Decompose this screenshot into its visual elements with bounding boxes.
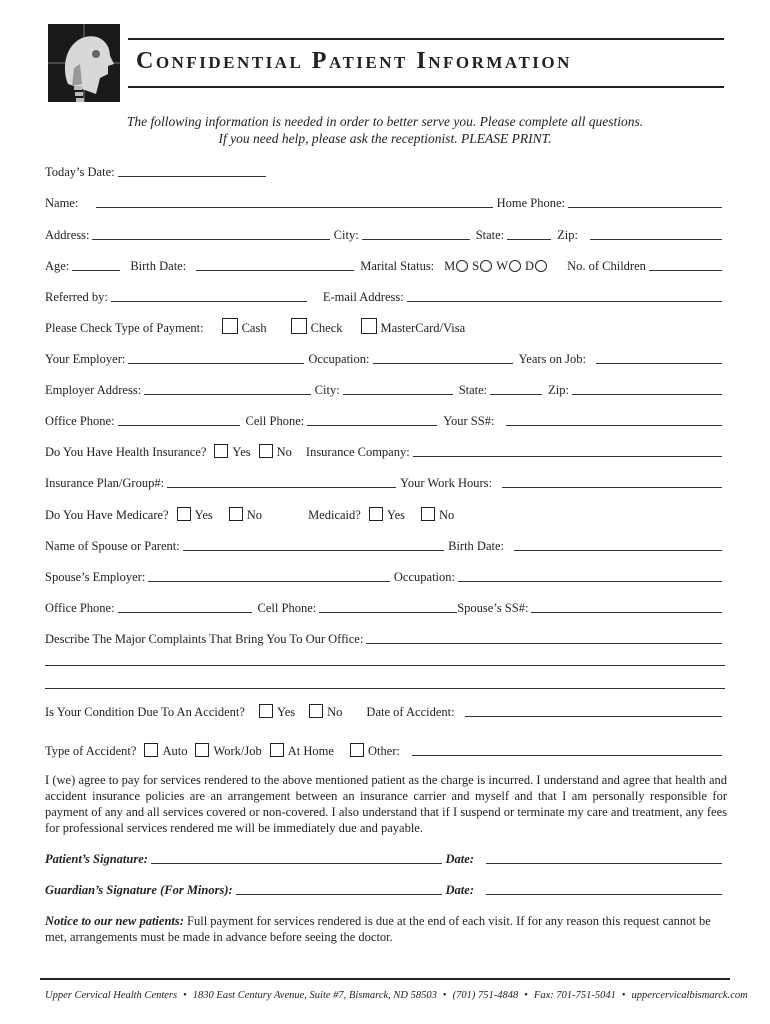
- medicare-no-checkbox[interactable]: [229, 507, 243, 521]
- years-on-job-label: Years on Job:: [518, 352, 586, 366]
- health-insurance-no-checkbox[interactable]: [259, 444, 273, 458]
- marital-s-radio[interactable]: [480, 260, 492, 272]
- spouse-phones-row: [45, 598, 722, 616]
- accident-date-label: Date of Accident:: [366, 705, 455, 719]
- marital-d-label: D: [525, 259, 535, 273]
- complaints-field-1[interactable]: [366, 631, 722, 644]
- footer-rule: [40, 978, 730, 980]
- employer-zip-label: Zip:: [548, 383, 569, 397]
- patient-signature-field[interactable]: [151, 851, 442, 864]
- payment-card-label: MasterCard/Visa: [380, 321, 466, 335]
- referred-row: [45, 287, 722, 305]
- your-ss-field[interactable]: [506, 413, 722, 426]
- health-insurance-yes-label: Yes: [232, 445, 251, 459]
- occupation-field[interactable]: [373, 351, 513, 364]
- footer: Upper Cervical Health Centers • 1830 East Century Avenue, Suite #7, Bismarck, ND 58503 • (701) 751-4848 • Fax: 701-751-5041 • uppercervicalbismarck.com: [45, 990, 748, 1001]
- your-ss-label: Your SS#:: [443, 414, 495, 428]
- footer-address: 1830 East Century Avenue, Suite #7, Bismarck, ND 58503: [192, 990, 437, 1001]
- name-field[interactable]: [96, 195, 492, 208]
- address-field[interactable]: [92, 227, 329, 240]
- spouse-employer-row: [45, 567, 722, 585]
- footer-phone: (701) 751-4848: [452, 990, 519, 1001]
- children-label: No. of Children: [567, 259, 646, 273]
- employer-state-label: State:: [458, 383, 488, 397]
- payment-cash-checkbox[interactable]: [222, 318, 238, 334]
- home-phone-label: Home Phone:: [496, 196, 565, 210]
- accident-date-field[interactable]: [465, 704, 722, 717]
- patient-date-field[interactable]: [486, 851, 722, 864]
- address-row: [45, 225, 722, 243]
- employer-address-row: [45, 380, 722, 398]
- accident-work-label: Work/Job: [213, 744, 262, 758]
- notice-lead: Notice to our new patients:: [45, 914, 184, 928]
- insurance-plan-field[interactable]: [167, 475, 396, 488]
- occupation-label: Occupation:: [308, 352, 370, 366]
- spouse-employer-label: Spouse’s Employer:: [45, 570, 146, 584]
- todays-date-label: Today’s Date:: [45, 165, 115, 179]
- spouse-birth-field[interactable]: [514, 538, 722, 551]
- guardian-signature-label: Guardian’s Signature (For Minors):: [45, 883, 233, 897]
- work-hours-label: Your Work Hours:: [400, 476, 492, 490]
- header-rule-bottom: [128, 86, 724, 88]
- medicaid-yes-checkbox[interactable]: [369, 507, 383, 521]
- accident-work-checkbox[interactable]: [195, 743, 209, 757]
- name-row: [45, 193, 722, 211]
- employer-field[interactable]: [128, 351, 304, 364]
- payment-card-checkbox[interactable]: [361, 318, 377, 334]
- name-label: Name:: [45, 196, 79, 210]
- spouse-name-row: [45, 536, 722, 554]
- medicaid-yes-label: Yes: [386, 508, 406, 522]
- complaints-label: Describe The Major Complaints That Bring You To Our Office:: [45, 632, 364, 646]
- birth-date-label: Birth Date:: [130, 259, 187, 273]
- medicare-row: [45, 505, 722, 523]
- spouse-name-label: Name of Spouse or Parent:: [45, 539, 180, 553]
- marital-s-label: S: [472, 259, 480, 273]
- medicare-label: Do You Have Medicare?: [45, 508, 169, 522]
- notice-paragraph: [45, 913, 727, 945]
- footer-fax: Fax: 701-751-5041: [533, 990, 616, 1001]
- spouse-office-phone-field[interactable]: [118, 600, 252, 613]
- patient-signature-label: Patient’s Signature:: [45, 852, 148, 866]
- referred-by-label: Referred by:: [45, 290, 108, 304]
- agreement-paragraph: I (we) agree to pay for services rendered to the above mentioned patient as the charge is incurred. I understand and agree that health and accident insurance policies are an arrangement between an insurance carrier and myself and that I am personally responsible for payment of any and all services covered or non-covered. I also understand that if I suspend or terminate my care and treatment, any fees for professional services rendered me will be immediately due and payable.: [45, 773, 727, 835]
- spouse-office-phone-label: Office Phone:: [45, 601, 115, 615]
- age-row: [45, 256, 722, 274]
- zip-field[interactable]: [590, 227, 722, 240]
- medicaid-no-checkbox[interactable]: [421, 507, 435, 521]
- complaints-row: [45, 629, 722, 647]
- medicare-yes-label: Yes: [194, 508, 213, 522]
- header-rule-top: [128, 38, 724, 40]
- marital-w-label: W: [496, 259, 509, 273]
- employer-address-label: Employer Address:: [45, 383, 142, 397]
- accident-question-label: Is Your Condition Due To An Accident?: [45, 705, 245, 719]
- spouse-cell-field[interactable]: [319, 600, 457, 613]
- email-field[interactable]: [407, 289, 722, 302]
- accident-auto-checkbox[interactable]: [144, 743, 158, 757]
- zip-label: Zip:: [557, 228, 578, 242]
- state-label: State:: [475, 228, 505, 242]
- complaints-field-3[interactable]: [45, 688, 725, 689]
- state-field[interactable]: [507, 227, 551, 240]
- cell-phone-label: Cell Phone:: [245, 414, 305, 428]
- accident-other-checkbox[interactable]: [350, 743, 364, 757]
- spouse-cell-label: Cell Phone:: [257, 601, 317, 615]
- work-hours-field[interactable]: [502, 475, 722, 488]
- accident-type-label: Type of Accident?: [45, 744, 137, 758]
- birth-date-field[interactable]: [196, 258, 354, 271]
- employer-state-field[interactable]: [490, 382, 542, 395]
- skull-xray-icon: [48, 24, 120, 102]
- footer-org: Upper Cervical Health Centers: [45, 990, 178, 1001]
- insurance-plan-label: Insurance Plan/Group#:: [45, 476, 165, 490]
- medicare-no-label: No: [246, 508, 263, 522]
- spouse-name-field[interactable]: [183, 538, 444, 551]
- intro-line-2: If you need help, please ask the receptionist. PLEASE PRINT.: [218, 131, 552, 146]
- spouse-ss-field[interactable]: [531, 600, 722, 613]
- health-insurance-yes-checkbox[interactable]: [214, 444, 228, 458]
- accident-yes-checkbox[interactable]: [259, 704, 273, 718]
- city-label: City:: [333, 228, 359, 242]
- insurance-company-label: Insurance Company:: [305, 445, 410, 459]
- marital-d-radio[interactable]: [535, 260, 547, 272]
- age-label: Age:: [45, 259, 70, 273]
- guardian-date-field[interactable]: [486, 882, 722, 895]
- age-field[interactable]: [72, 258, 120, 271]
- spouse-employer-field[interactable]: [148, 569, 390, 582]
- marital-status-label: Marital Status:: [360, 259, 435, 273]
- todays-date-row: [45, 162, 722, 180]
- home-phone-field[interactable]: [568, 195, 722, 208]
- page-title: Confidential Patient Information: [136, 48, 572, 74]
- cell-phone-field[interactable]: [307, 413, 437, 426]
- employer-address-field[interactable]: [144, 382, 311, 395]
- marital-m-radio[interactable]: [456, 260, 468, 272]
- health-insurance-no-label: No: [276, 445, 292, 459]
- employer-city-field[interactable]: [343, 382, 453, 395]
- payment-row: [45, 318, 722, 336]
- health-insurance-row: [45, 442, 722, 460]
- accident-auto-label: Auto: [162, 744, 188, 758]
- footer-web[interactable]: uppercervicalbismarck.com: [631, 990, 748, 1001]
- email-label: E-mail Address:: [322, 290, 404, 304]
- address-label: Address:: [45, 228, 90, 242]
- city-field[interactable]: [362, 227, 470, 240]
- payment-cash-label: Cash: [241, 321, 267, 335]
- employer-city-label: City:: [314, 383, 340, 397]
- patient-date-label: Date:: [445, 852, 474, 866]
- accident-other-label: Other:: [367, 744, 400, 758]
- employer-zip-field[interactable]: [572, 382, 722, 395]
- office-phone-label: Office Phone:: [45, 414, 115, 428]
- accident-no-checkbox[interactable]: [309, 704, 323, 718]
- accident-home-label: At Home: [287, 744, 334, 758]
- spouse-occupation-field[interactable]: [458, 569, 722, 582]
- accident-yes-label: Yes: [276, 705, 296, 719]
- todays-date-field[interactable]: [118, 164, 266, 177]
- medicaid-no-label: No: [439, 508, 455, 522]
- years-on-job-field[interactable]: [596, 351, 722, 364]
- employer-row: [45, 349, 722, 367]
- accident-row: [45, 702, 722, 720]
- accident-other-field[interactable]: [412, 743, 722, 756]
- referred-by-field[interactable]: [111, 289, 307, 302]
- accident-no-label: No: [327, 705, 343, 719]
- insurance-plan-row: [45, 473, 722, 491]
- health-insurance-label: Do You Have Health Insurance?: [45, 445, 207, 459]
- payment-check-label: Check: [310, 321, 343, 335]
- payment-check-checkbox[interactable]: [291, 318, 307, 334]
- spouse-birth-label: Birth Date:: [448, 539, 504, 553]
- employer-label: Your Employer:: [45, 352, 126, 366]
- guardian-date-label: Date:: [445, 883, 474, 897]
- phones-row: [45, 411, 722, 429]
- spouse-ss-label: Spouse’s SS#:: [457, 601, 529, 615]
- accident-home-checkbox[interactable]: [270, 743, 284, 757]
- marital-w-radio[interactable]: [509, 260, 521, 272]
- intro-line-1: The following information is needed in order to better serve you. Please complete all questions.: [126, 114, 644, 129]
- children-field[interactable]: [649, 258, 722, 271]
- complaints-field-2[interactable]: [45, 665, 725, 666]
- medicaid-label: Medicaid?: [308, 508, 361, 522]
- notice-text: Full payment for services rendered is due at the end of each visit. If for any reason this request cannot be met, arrangements must be made in advance before seeing the doctor.: [45, 914, 711, 944]
- guardian-signature-field[interactable]: [236, 882, 442, 895]
- patient-signature-row: [45, 849, 722, 867]
- accident-type-row: [45, 741, 722, 759]
- office-phone-field[interactable]: [118, 413, 240, 426]
- spouse-occupation-label: Occupation:: [393, 570, 455, 584]
- guardian-signature-row: [45, 880, 722, 898]
- insurance-company-field[interactable]: [413, 444, 722, 457]
- payment-type-label: Please Check Type of Payment:: [45, 321, 204, 335]
- marital-m-label: M: [444, 259, 456, 273]
- medicare-yes-checkbox[interactable]: [177, 507, 191, 521]
